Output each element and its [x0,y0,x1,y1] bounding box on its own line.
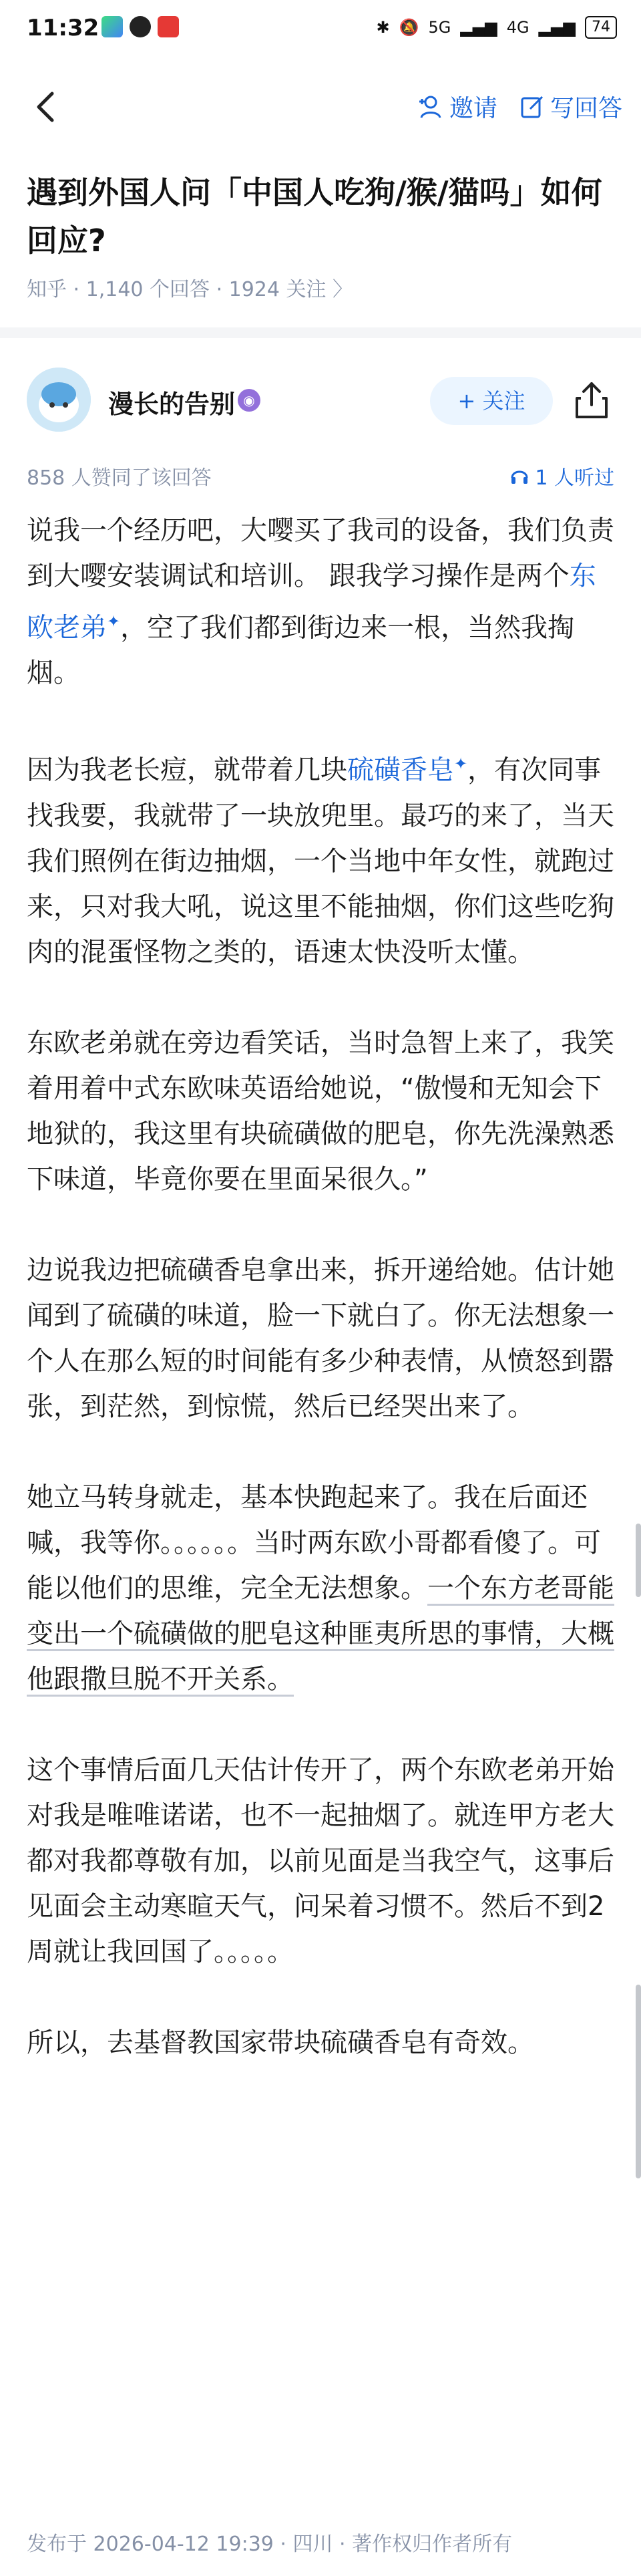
answer-paragraph: 她立马转身就走，基本快跑起来了。我在后面还喊，我等你。。。。。。当时两东欧小哥都看傻了。可能以他们的思维，完全无法想象。一个东方老哥能变出一个硫磺做的肥皂这种匪夷所思的事情，大概他跟撒旦脱不开关系。 [27,1481,614,1695]
write-answer-button[interactable] [519,90,622,124]
write-answer-label: 写回答 [550,95,622,122]
play-app-icon [101,16,123,37]
top-nav [0,67,641,147]
edit-icon [519,94,545,120]
bluetooth-icon: ✱ [376,18,390,37]
signal-icon-2: ▂▄▆ [538,18,576,37]
section-divider [0,327,641,338]
headphones-icon [509,466,529,486]
listen-count-label: 1 人听过 [535,466,614,490]
invite-label: 邀请 [449,95,497,122]
answer-paragraph: 东欧老弟就在旁边看笑话，当时急智上来了，我笑着用着中式东欧味英语给她说，“傲慢和无知会下地狱的，我这里有块硫磺做的肥皂，你先洗澡熟悉下味道，毕竟你要在里面呆很久。” [27,1027,614,1195]
question-meta[interactable]: 知乎 · 1,140 个回答 · 1924 关注 〉 [27,278,353,301]
signal-icon: ▂▄▆ [460,18,497,37]
mall-app-icon [158,16,179,37]
status-time: 11:32 [27,15,99,41]
keyword-link[interactable]: 东欧老弟 [27,561,596,643]
question-title[interactable]: 遇到外国人问「中国人吃狗/猴/猫吗」如何回应? [27,174,602,259]
author-avatar[interactable] [27,368,91,432]
share-icon [572,378,612,421]
back-button[interactable] [27,87,67,127]
network-4g-label: 4G [506,18,529,37]
status-bar [0,0,641,67]
vote-count-text: 858 人赞同了该回答 [27,466,212,490]
spark-icon: ✦ [454,754,468,774]
add-person-icon [417,94,444,120]
vote-row [27,461,614,490]
invite-button[interactable] [417,90,497,124]
answer-paragraph: 这个事情后面几天估计传开了，两个东欧老弟开始对我是唯唯诺诺，也不一起抽烟了。就连甲方老大都对我都尊敬有加，以前见面是当我空气，这事后见面会主动寒暄天气，问呆着习惯不。然后不到2周就让我回国了。。。。。 [27,1754,614,1967]
keyword-link[interactable]: 硫磺香皂 [347,754,454,786]
answer-paragraph: 所以，去基督教国家带块硫磺香皂有奇效。 [27,2027,534,2058]
author-row [27,368,614,434]
network-5g-label: 5G [428,18,451,37]
follow-button[interactable]: + 关注 [430,377,553,425]
status-app-icons [101,16,179,37]
spark-icon: ✦ [107,612,121,631]
author-name[interactable]: 漫长的告别 [108,390,236,419]
listen-button[interactable] [509,461,614,490]
avatar-image [27,368,91,432]
mute-icon: 🔕 [399,18,419,37]
share-button[interactable] [572,378,612,421]
scrollbar-mark [636,1524,641,1597]
publish-info: 发布于 2026-04-12 19:39 · 四川 · 著作权归作者所有 [27,2533,513,2556]
answer-paragraph: 说我一个经历吧，大嘤买了我司的设备，我们负责到大嘤安装调试和培训。 跟我学习操作是两个东欧老弟✦，空了我们都到街边来一根，当然我掏烟。 [27,515,614,689]
status-indicators [377,16,618,39]
highlighted-sentence[interactable]: 一个东方老哥能变出一个硫磺做的肥皂这种匪夷所思的事情，大概他跟撒旦脱不开关系。 [27,1572,614,1695]
battery-indicator: 74 [585,16,617,39]
answer-body [27,508,617,2111]
penguin-app-icon [130,16,151,37]
answer-paragraph: 边说我边把硫磺香皂拿出来，拆开递给她。估计她闻到了硫磺的味道，脸一下就白了。你无法想象一个人在那么短的时间能有多少种表情，从愤怒到嚣张，到茫然，到惊慌，然后已经哭出来了。 [27,1254,614,1422]
chevron-left-icon [27,87,67,127]
answer-paragraph: 因为我老长痘，就带着几块硫磺香皂✦，有次同事找我要，我就带了一块放兜里。最巧的来了，当天我们照例在街边抽烟，一个当地中年女性，就跑过来，只对我大吼，说这里不能抽烟，你们这些吃狗肉的混蛋怪物之类的，语速太快没听太懂。 [27,754,614,968]
author-badge-icon: ◉ [238,389,260,412]
scrollbar-mark [636,1985,641,2178]
